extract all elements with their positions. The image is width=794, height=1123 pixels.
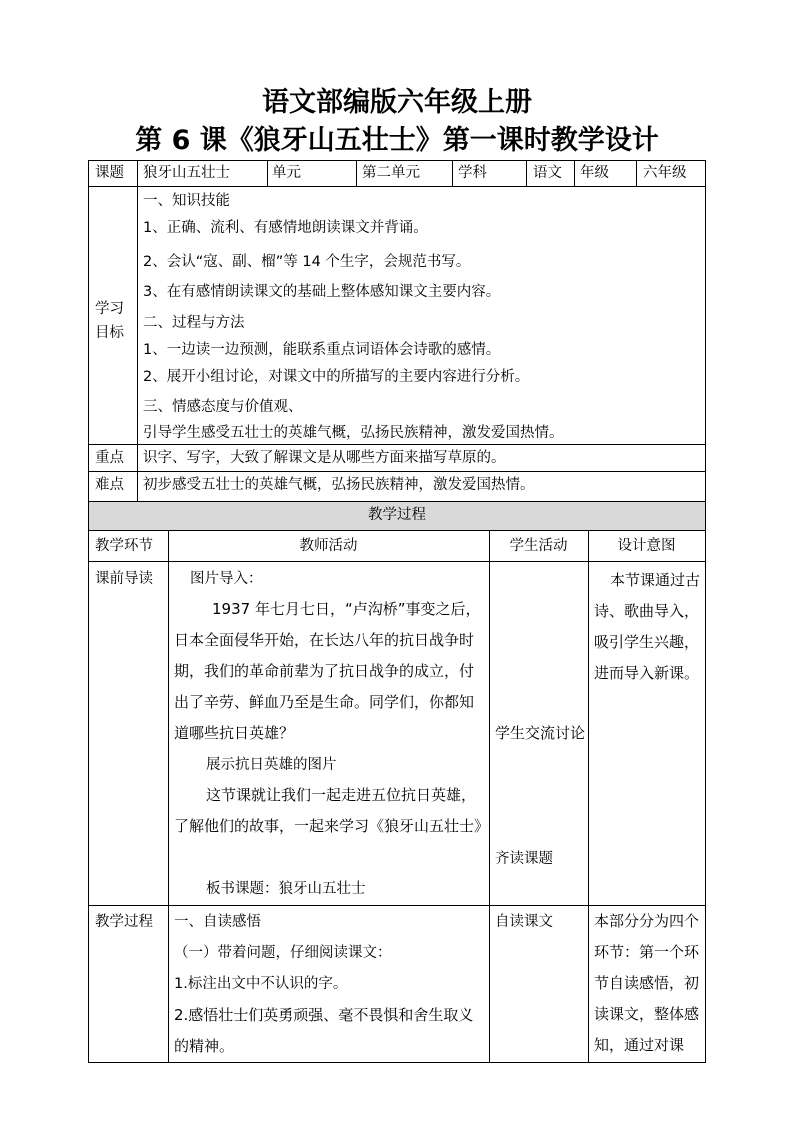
table-border: [88, 160, 89, 1063]
objective-line: 引导学生感受五壮士的英雄气概，弘扬民族精神，激发爱国热情。: [143, 425, 564, 441]
teacher-activity-line: 展示抗日英雄的图片: [206, 757, 337, 773]
table-border: [88, 160, 706, 161]
table-border: [88, 1062, 706, 1063]
student-activity: 齐读课题: [495, 851, 553, 867]
table-border: [489, 530, 490, 1063]
subject-value: 语文: [533, 165, 562, 181]
teacher-activity-paragraph: 1937 年七月七日，“卢沟桥”事变之后，日本全面侵华开始，在长达八年的抗日战争时期，我们的革命前辈为了抗日战争的成立，付出了辛劳、鲜血乃至是生命。同学们，你都知道哪些抗日英雄？: [174, 600, 481, 742]
teacher-activity-line: 图片导入：: [190, 571, 263, 587]
student-activity: 学生交流讨论: [495, 724, 586, 742]
objectives-label: 学习 目标: [95, 301, 124, 341]
topic-label: 课题: [95, 165, 124, 181]
topic-value: 狼牙山五壮士: [143, 165, 230, 181]
column-header-intent: 设计意图: [617, 538, 676, 554]
difficulty-text: 初步感受五壮士的英雄气概，弘扬民族精神，激发爱国热情。: [143, 477, 535, 493]
grade-label: 年级: [580, 165, 609, 181]
table-border: [267, 160, 268, 186]
table-border: [356, 160, 357, 186]
table-border: [636, 160, 637, 186]
objective-line: 一、知识技能: [143, 193, 230, 209]
table-border: [574, 160, 575, 186]
stage-cell: 课前导读: [95, 571, 153, 587]
table-border: [88, 186, 706, 187]
objective-line: 1、一边读一边预测，能联系重点词语体会诗歌的感情。: [143, 342, 501, 358]
design-intent: 本部分分为四个环节：第一个环节自读感悟，初读课文，整体感知，通过对课: [594, 912, 700, 1054]
table-border: [168, 530, 169, 1063]
stage-cell: 教学过程: [95, 914, 153, 930]
process-header: 教学过程: [368, 507, 426, 523]
table-border: [88, 561, 706, 562]
key-point-label: 重点: [95, 450, 124, 466]
column-header-stage: 教学环节: [95, 538, 153, 554]
column-header-teacher: 教师活动: [299, 538, 358, 554]
lesson-title: 第 6 课《狼牙山五壮士》第一课时教学设计: [135, 125, 659, 156]
difficulty-label: 难点: [95, 477, 124, 493]
table-border: [88, 471, 706, 472]
teacher-activity-line: 板书课题：狼牙山五壮士: [206, 881, 366, 897]
teacher-activity-paragraph: 这节课就让我们一起走进五位抗日英雄，了解他们的故事，一起来学习《狼牙山五壮士》: [174, 786, 490, 835]
table-border: [88, 501, 706, 502]
unit-value: 第二单元: [362, 165, 420, 181]
table-border: [588, 530, 589, 1063]
objective-line: 三、情感态度与价值观、: [143, 399, 303, 415]
teacher-activity-line: 1.标注出文中不认识的字。: [174, 976, 348, 992]
design-intent: 本节课通过古诗、歌曲导入，吸引学生兴趣，进而导入新课。: [594, 571, 701, 682]
student-activity: 自读课文: [495, 914, 553, 930]
unit-label: 单元: [272, 165, 301, 181]
table-border: [88, 444, 706, 445]
document-title: 语文部编版六年级上册: [262, 87, 532, 118]
objective-line: 2、会认“寇、副、榴”等 14 个生字，会规范书写。: [143, 254, 471, 270]
objective-line: 2、展开小组讨论，对课文中的所描写的主要内容进行分析。: [143, 369, 530, 385]
objective-line: 二、过程与方法: [143, 315, 245, 331]
objective-line: 1、正确、流利、有感情地朗读课文并背诵。: [143, 220, 428, 236]
key-point-text: 识字、写字，大致了解课文是从哪些方面来描写草原的。: [143, 450, 506, 466]
table-border: [88, 530, 706, 531]
grade-value: 六年级: [643, 165, 687, 181]
column-header-student: 学生活动: [509, 538, 568, 554]
teacher-activity-line: 一、自读感悟: [174, 914, 261, 930]
table-border: [137, 160, 138, 501]
table-border: [526, 160, 527, 186]
subject-label: 学科: [458, 165, 487, 181]
teacher-activity-line: （一）带着问题，仔细阅读课文：: [174, 945, 392, 961]
teacher-activity-paragraph: 2.感悟壮士们英勇顽强、毫不畏惧和舍生取义的精神。: [174, 1006, 474, 1055]
objective-line: 3、在有感情朗读课文的基础上整体感知课文主要内容。: [143, 284, 501, 300]
table-border: [452, 160, 453, 186]
table-border: [705, 160, 706, 1063]
